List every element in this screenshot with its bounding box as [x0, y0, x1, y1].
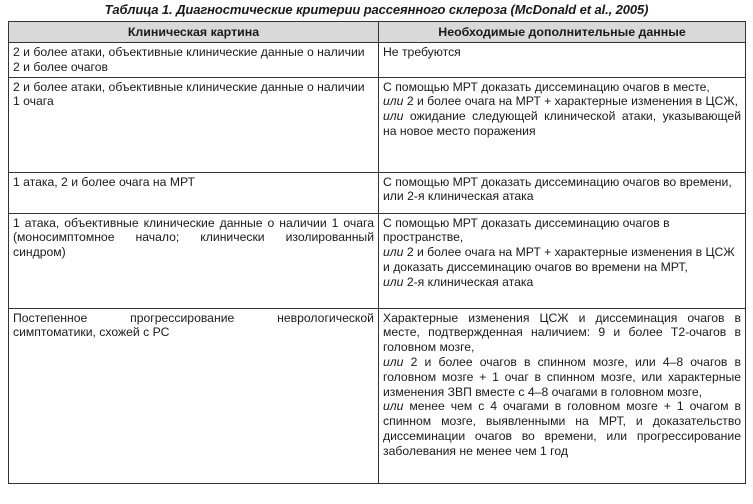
header-clinical-picture: Клиническая картина — [9, 22, 379, 43]
additional-line — [383, 45, 741, 60]
clinical-cell: 1 атака, 2 и более очага на МРТ — [9, 172, 379, 213]
additional-line — [383, 399, 741, 458]
or-lead: или — [383, 245, 404, 260]
clinical-cell: 2 и более атаки, объективные клинические данные о наличии 2 и более очагов — [9, 43, 379, 78]
table-row — [9, 308, 746, 483]
additional-text: 2 и более очага на МРТ + характерные изменения в ЦСЖ, — [403, 94, 738, 109]
table-header-row — [9, 22, 746, 43]
additional-text: 2 и более очага на МРТ + характерные изменения в ЦСЖ и доказать диссеминацию очагов во времени на МРТ, — [383, 245, 735, 274]
additional-text: С помощью МРТ доказать диссеминацию очагов в месте, — [383, 79, 710, 94]
criteria-table — [8, 21, 746, 484]
additional-text: Не требуются — [383, 45, 461, 59]
additional-line — [383, 80, 741, 95]
additional-line — [383, 311, 741, 355]
table-caption: Таблица 1. Диагностические критерии рассеянного склероза (McDonald et al., 2005) — [104, 2, 649, 17]
clinical-cell: 2 и более атаки, объективные клинические данные о наличии 1 очага — [9, 77, 379, 172]
table-row — [9, 77, 746, 172]
additional-text: 2-я клиническая атака — [403, 274, 534, 289]
additional-text: 2 и более очагов в спинном мозге, или 4–8 очагов в головном мозге + 1 очаг в спинном мозге, или характерные изменения ЗВП вместе с 4–8 очагами в головном мозге, — [383, 354, 741, 399]
additional-cell — [379, 43, 746, 78]
header-additional-data: Необходимые дополнительные данные — [379, 22, 746, 43]
or-lead: или — [383, 94, 404, 109]
additional-cell — [379, 172, 746, 213]
additional-line — [383, 216, 741, 246]
additional-text: С помощью МРТ доказать диссеминацию очагов в пространстве, — [383, 215, 670, 245]
table-row — [9, 172, 746, 213]
clinical-cell: Постепенное прогрессирование неврологической симптоматики, схожей с РС — [9, 308, 379, 483]
additional-cell — [379, 213, 746, 308]
additional-line — [383, 175, 741, 205]
table-row — [9, 213, 746, 308]
clinical-cell: 1 атака, объективные клинические данные о наличии 1 очага (моносимптомное начало; клинически изолированный синдром) — [9, 213, 379, 308]
or-lead: или — [383, 399, 404, 414]
additional-text: ожидание следующей клинической атаки, указывающей на новое место поражения — [383, 109, 741, 138]
or-lead: или — [383, 274, 404, 289]
additional-line — [383, 355, 741, 399]
additional-cell — [379, 77, 746, 172]
or-lead: или — [383, 354, 404, 369]
additional-line — [383, 109, 741, 139]
table-row — [9, 43, 746, 78]
additional-line — [383, 275, 741, 290]
additional-line — [383, 94, 741, 109]
additional-text: С помощью МРТ доказать диссеминацию очагов во времени, или 2-я клиническая атака — [383, 174, 732, 204]
additional-text: менее чем с 4 очагами в головном мозге + 1 очагом в спинном мозге, выявленными на МРТ, и доказательство диссеминации очагов во времени, или прогрессирование заболевания не менее чем 1 год — [383, 399, 741, 458]
additional-cell — [379, 308, 746, 483]
additional-text: Характерные изменения ЦСЖ и диссеминация очагов в месте, подтвержденная наличием: 9 и более Т2-очагов в головном мозге, — [383, 310, 741, 355]
additional-line — [383, 245, 741, 275]
or-lead: или — [383, 109, 404, 124]
